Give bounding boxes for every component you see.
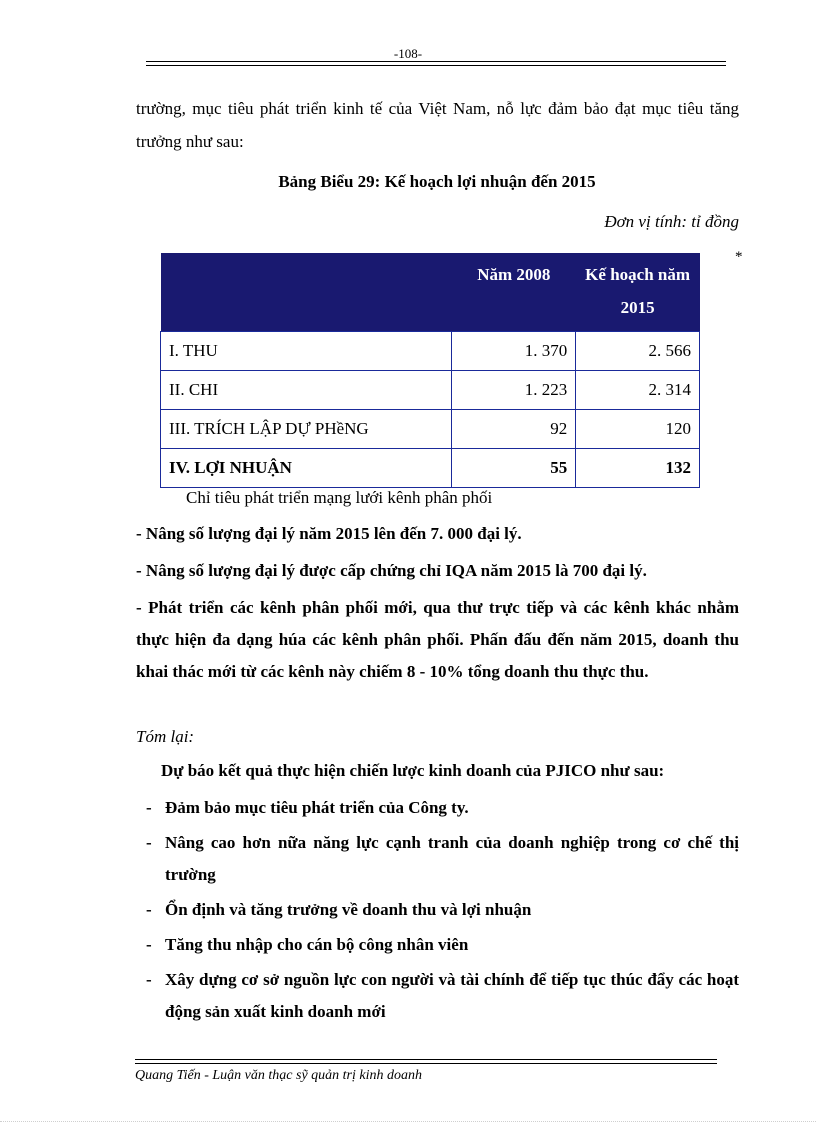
table-row — [161, 410, 700, 449]
row-label: I. THU — [161, 332, 452, 371]
row-label: II. CHI — [161, 371, 452, 410]
header-divider — [146, 61, 726, 66]
row-label: III. TRÍCH LẬP DỰ PHềNG — [161, 410, 452, 449]
table-title: Bảng Biểu 29: Kế hoạch lợi nhuận đến 2015 — [278, 172, 596, 191]
forecast-heading: Dự báo kết quả thực hiện chiến lược kinh doanh của PJICO như sau: — [161, 761, 665, 780]
list-item-text: Nâng cao hơn nữa năng lực cạnh tranh của doanh nghiệp trong cơ chế thị trường — [165, 833, 739, 884]
value-plan-2015: 2. 566 — [576, 332, 700, 371]
table-row — [161, 371, 700, 410]
list-item: - Nâng số lượng đại lý được cấp chứng chỉ IQA năm 2015 là 700 đại lý. — [136, 561, 647, 580]
list-item — [136, 929, 739, 961]
value-plan-2015: 2. 314 — [576, 371, 700, 410]
row-label: IV. LỢI NHUẬN — [161, 449, 452, 488]
unit-label: Đơn vị tính: tỉ đồng — [604, 212, 739, 231]
results-list — [136, 792, 739, 1031]
dash-marker: - — [146, 798, 152, 817]
table-row-total — [161, 449, 700, 488]
dash-marker: - — [146, 935, 152, 954]
list-item-text: Xây dựng cơ sở nguồn lực con người và tài chính để tiếp tục thúc đẩy các hoạt động sản xuất kinh doanh mới — [165, 970, 739, 1021]
footer-divider — [135, 1059, 717, 1064]
list-item-text: Ổn định và tăng trưởng về doanh thu và lợi nhuận — [165, 900, 532, 919]
intro-paragraph: trường, mục tiêu phát triển kinh tế của Việt Nam, nỗ lực đảm bảo đạt mục tiêu tăng trưởng như sau: — [136, 99, 739, 151]
summary-label: Tóm lại: — [136, 727, 195, 746]
header-cell-2008: Năm 2008 — [452, 253, 576, 332]
indicator-heading: Chỉ tiêu phát triển mạng lưới kênh phân phối — [186, 488, 493, 507]
table-row — [161, 332, 700, 371]
list-item — [136, 827, 739, 891]
value-2008: 55 — [452, 449, 576, 488]
asterisk-mark: * — [735, 249, 743, 265]
value-2008: 1. 223 — [452, 371, 576, 410]
header-cell-label — [161, 253, 452, 332]
list-item: - Phát triển các kênh phân phối mới, qua thư trực tiếp và các kênh khác nhằm thực hiện đa dạng húa các kênh phân phối. Phấn đấu đến năm 2015, doanh thu khai thác mới từ các kênh này chiếm 8 - 10% tổng doanh thu thực thu. — [136, 598, 739, 681]
footer-text: Quang Tiến - Luận văn thạc sỹ quản trị kinh doanh — [135, 1068, 422, 1083]
list-item: - Nâng số lượng đại lý năm 2015 lên đến 7. 000 đại lý. — [136, 524, 522, 543]
page-edge-line — [0, 1121, 816, 1122]
dash-marker: - — [146, 970, 152, 989]
value-plan-2015: 132 — [576, 449, 700, 488]
page-number: -108- — [393, 46, 423, 61]
list-item-text: Tăng thu nhập cho cán bộ công nhân viên — [165, 935, 469, 954]
value-plan-2015: 120 — [576, 410, 700, 449]
value-2008: 1. 370 — [452, 332, 576, 371]
value-2008: 92 — [452, 410, 576, 449]
header-cell-plan-2015: Kế hoạch năm 2015 — [576, 253, 700, 332]
list-item-text: Đảm bảo mục tiêu phát triển của Công ty. — [165, 798, 469, 817]
table-header-row — [161, 253, 700, 332]
dash-marker: - — [146, 900, 152, 919]
list-item — [136, 792, 739, 824]
list-item — [136, 964, 739, 1028]
profit-plan-table — [160, 253, 700, 488]
dash-marker: - — [146, 833, 152, 852]
list-item — [136, 894, 739, 926]
